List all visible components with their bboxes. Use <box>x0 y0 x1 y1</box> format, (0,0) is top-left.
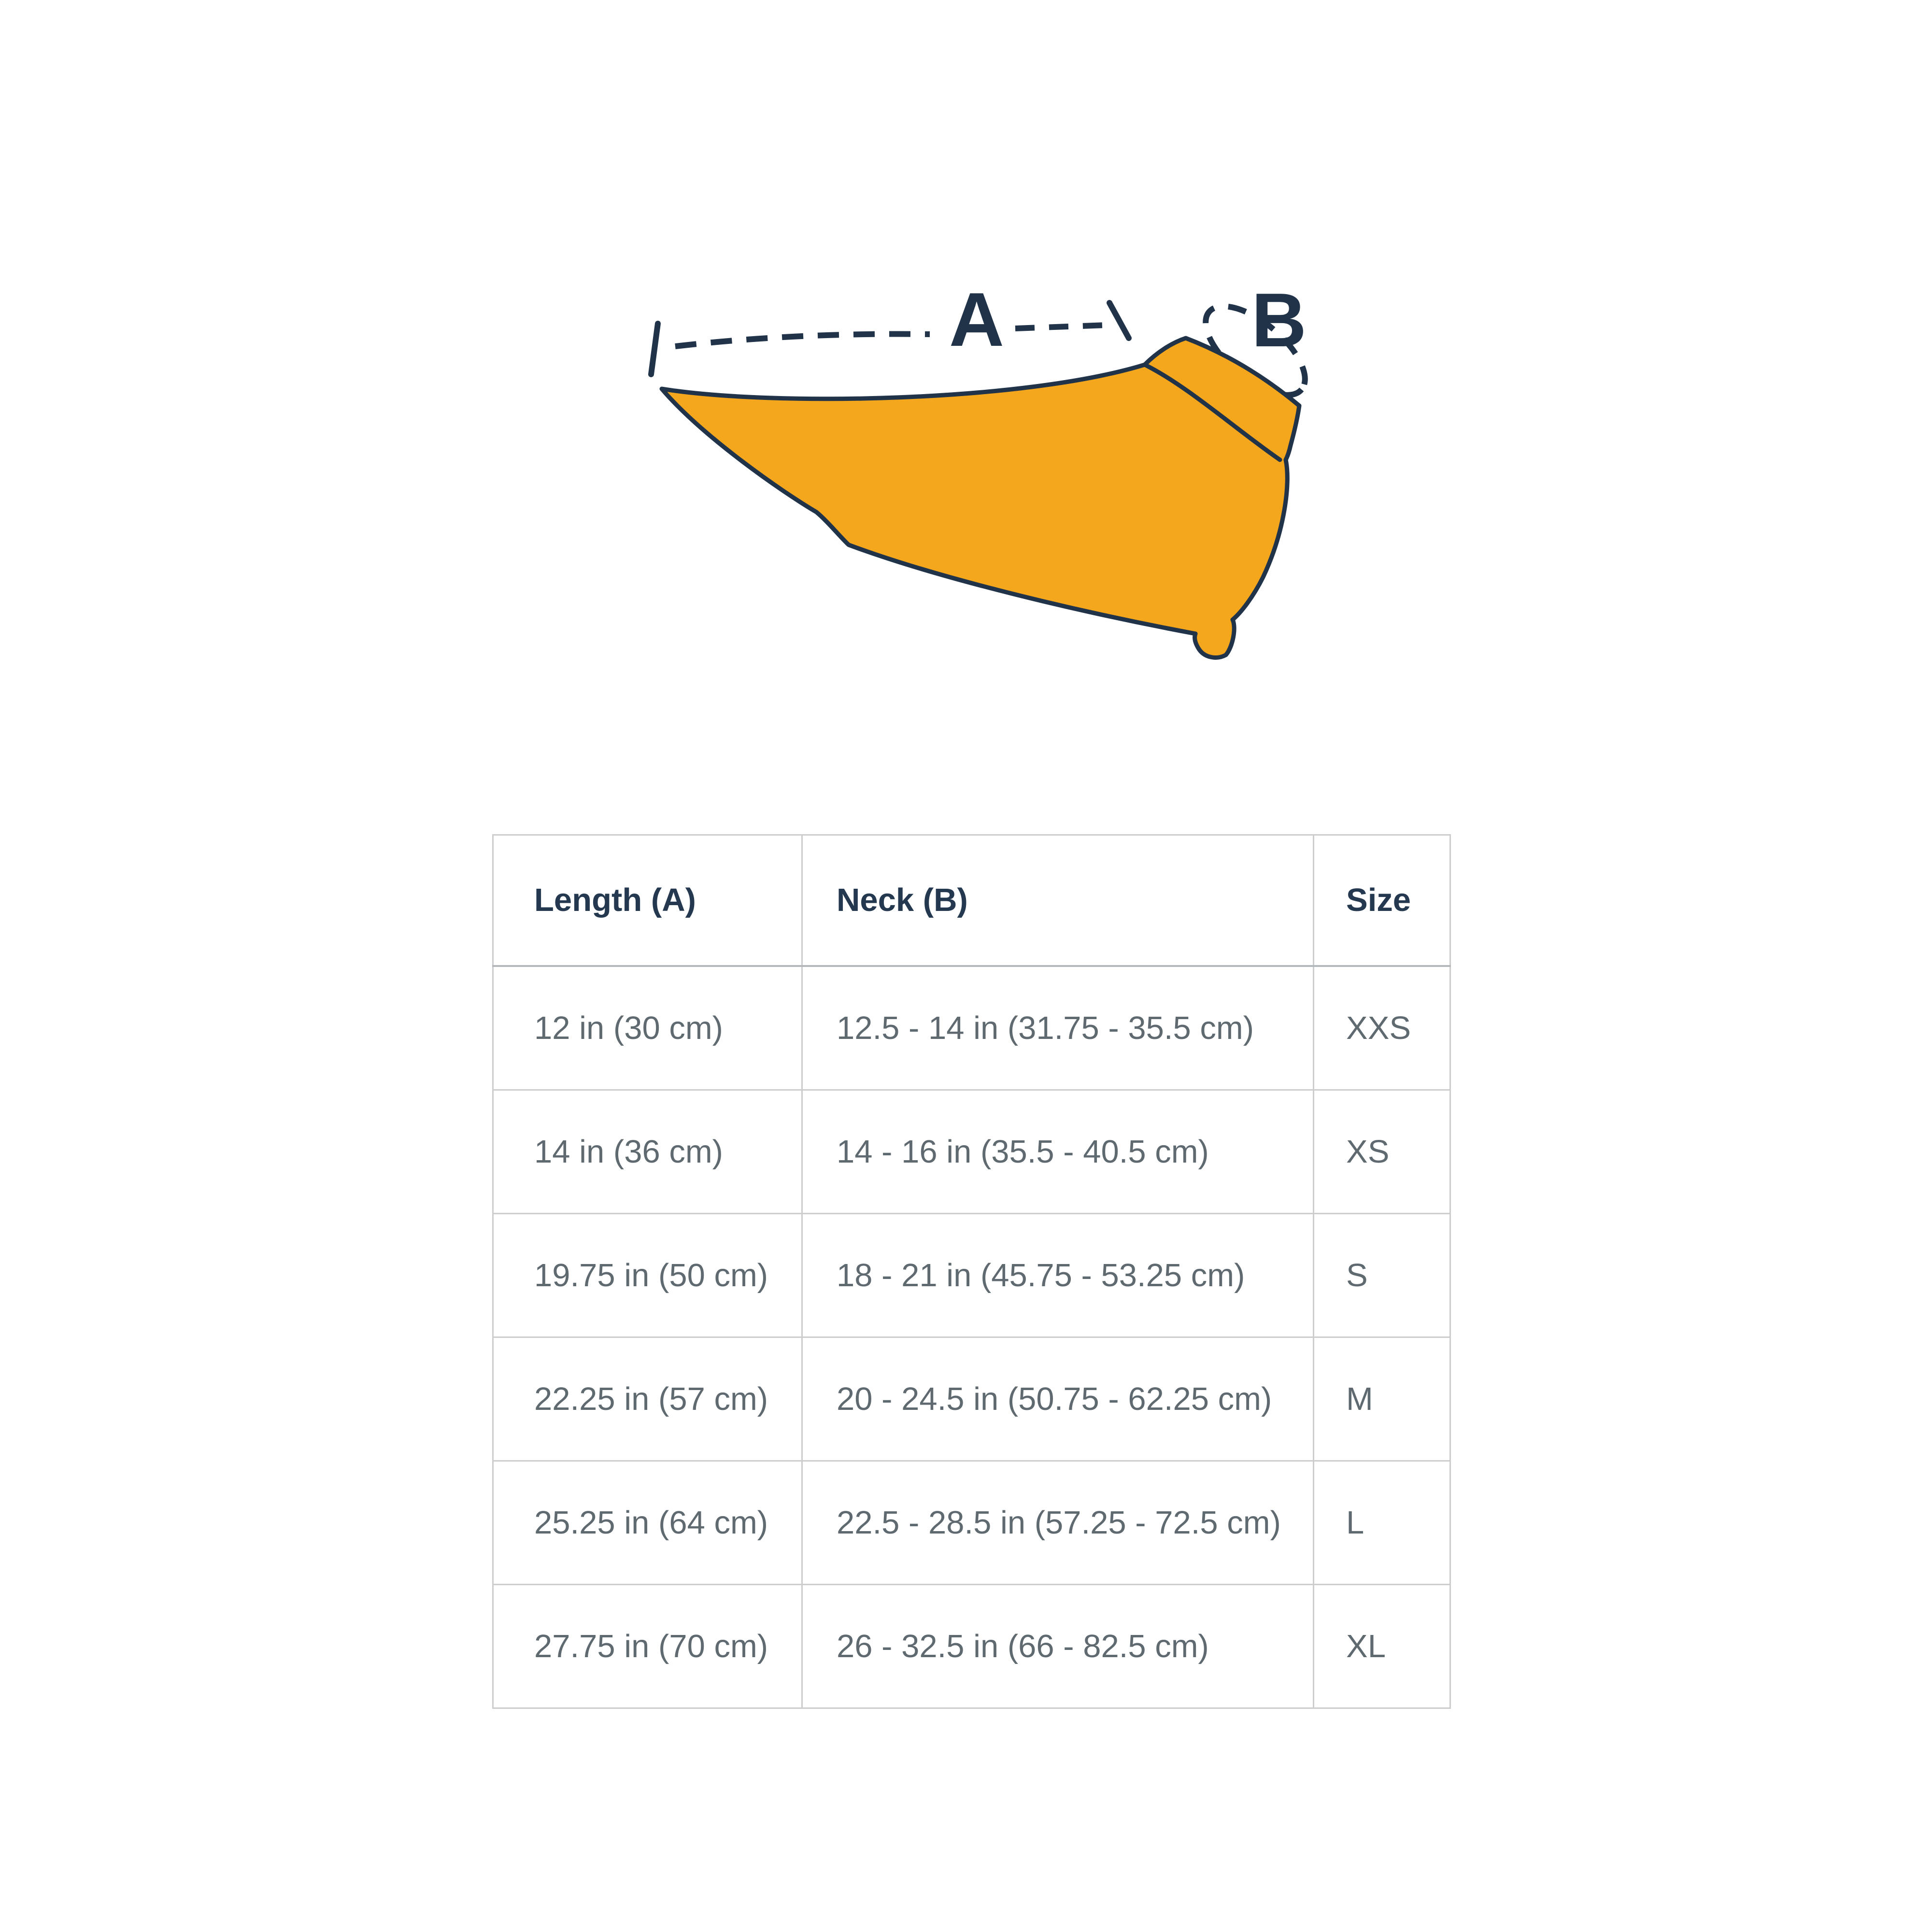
size-value: XS <box>1314 1090 1450 1214</box>
neck-value: 18 - 21 in (45.75 - 53.25 cm) <box>802 1214 1314 1337</box>
sweater-shape <box>662 338 1299 657</box>
neck-value: 20 - 24.5 in (50.75 - 62.25 cm) <box>802 1337 1314 1461</box>
neck-label-b: B <box>1251 278 1307 363</box>
table-row <box>493 1337 1450 1461</box>
length-value: 25.25 in (64 cm) <box>493 1461 802 1585</box>
size-value: XL <box>1314 1585 1450 1708</box>
table-row <box>493 1461 1450 1585</box>
size-value: S <box>1314 1214 1450 1337</box>
header-neck: Neck (B) <box>802 835 1314 966</box>
table-row <box>493 1585 1450 1708</box>
neck-value: 14 - 16 in (35.5 - 40.5 cm) <box>802 1090 1314 1214</box>
header-size: Size <box>1314 835 1450 966</box>
size-chart-header-row <box>493 835 1450 966</box>
length-value: 14 in (36 cm) <box>493 1090 802 1214</box>
length-value: 12 in (30 cm) <box>493 966 802 1090</box>
table-row <box>493 1214 1450 1337</box>
size-value: XXS <box>1314 966 1450 1090</box>
length-value: 19.75 in (50 cm) <box>493 1214 802 1337</box>
size-value: L <box>1314 1461 1450 1585</box>
size-chart-table <box>492 834 1451 1709</box>
length-value: 27.75 in (70 cm) <box>493 1585 802 1708</box>
size-value: M <box>1314 1337 1450 1461</box>
length-measure-tick-left <box>651 324 658 374</box>
table-row <box>493 966 1450 1090</box>
length-measure-tick-right <box>1109 303 1129 338</box>
neck-value: 22.5 - 28.5 in (57.25 - 72.5 cm) <box>802 1461 1314 1585</box>
length-value: 22.25 in (57 cm) <box>493 1337 802 1461</box>
length-label-a: A <box>949 277 1005 362</box>
header-length: Length (A) <box>493 835 802 966</box>
neck-value: 12.5 - 14 in (31.75 - 35.5 cm) <box>802 966 1314 1090</box>
neck-value: 26 - 32.5 in (66 - 82.5 cm) <box>802 1585 1314 1708</box>
table-row <box>493 1090 1450 1214</box>
length-measure-dashes-left <box>675 334 930 346</box>
dog-sweater-illustration <box>604 208 1377 749</box>
length-measure-dashes-right <box>1015 325 1108 328</box>
